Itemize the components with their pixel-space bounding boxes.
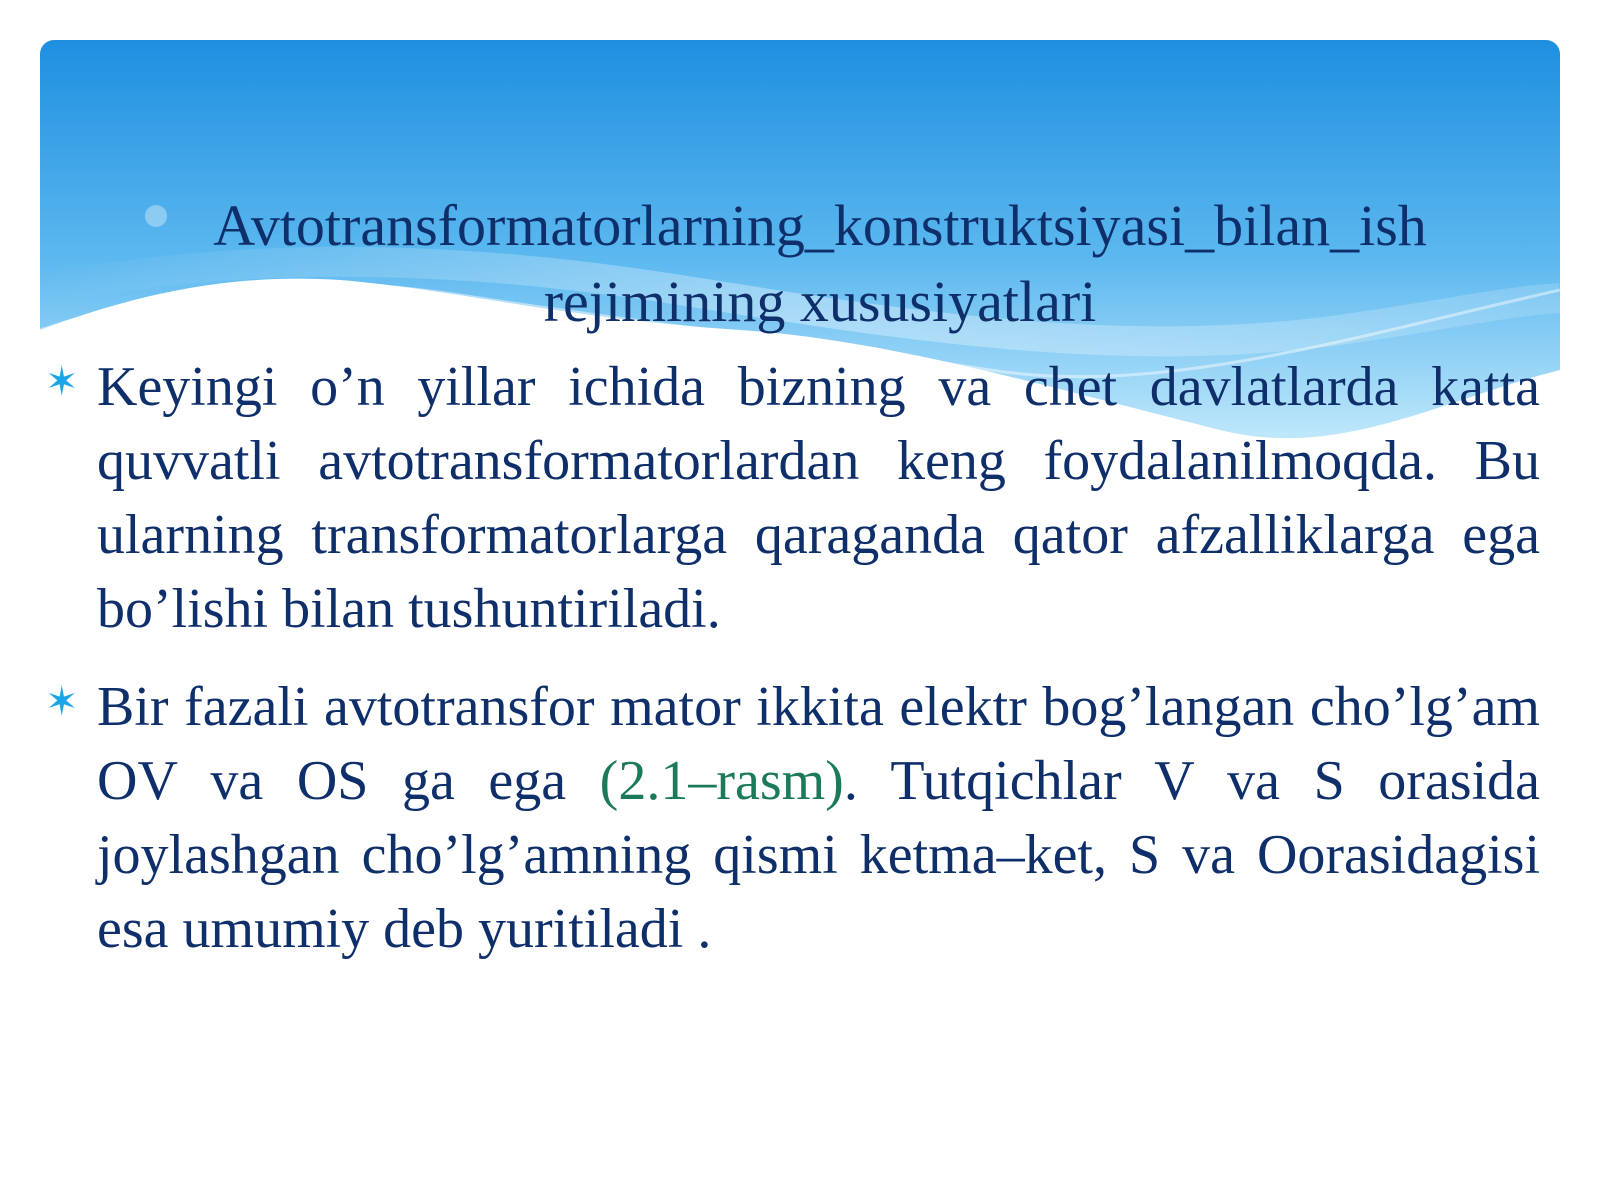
bullet-text-2: [97, 670, 1540, 966]
bullet-text-1: [97, 350, 1540, 646]
bullet-item-1: [45, 350, 1540, 646]
figure-reference: (2.1–rasm): [599, 750, 844, 812]
asterisk-icon: ✶: [45, 359, 79, 405]
bullet-1-body: Keyingi o’n yillar ichida bizning va chet davlatlarda katta quvvatli avtotransformatorlardan keng foydalanilmoqda. Bu ularning transformatorlarga qaraganda qator afzalliklarga ega bo’lishi bilan tushuntiriladi.: [97, 356, 1540, 640]
title-line-1: Avtotransformatorlarning_konstruktsiyasi_bilan_ish: [213, 193, 1427, 258]
bullet-2-body-end: . Tutqichlar V va S orasida joylashgan cho’lg’amning qismi ketma–ket, S va Oorasidagisi esa umumiy deb yuritiladi .: [97, 750, 1540, 960]
bullet-item-2: [45, 670, 1540, 966]
bullet-2-body-start: Bir fazali avtotransfor mator ikkita elektr bog’langan cho’lg’am OV va OS ga ega: [97, 676, 1540, 812]
title-line-2: rejimining xususiyatlari: [543, 269, 1097, 334]
slide-title: [140, 188, 1500, 340]
bullet-list: [45, 350, 1540, 990]
asterisk-icon: ✶: [45, 679, 79, 725]
